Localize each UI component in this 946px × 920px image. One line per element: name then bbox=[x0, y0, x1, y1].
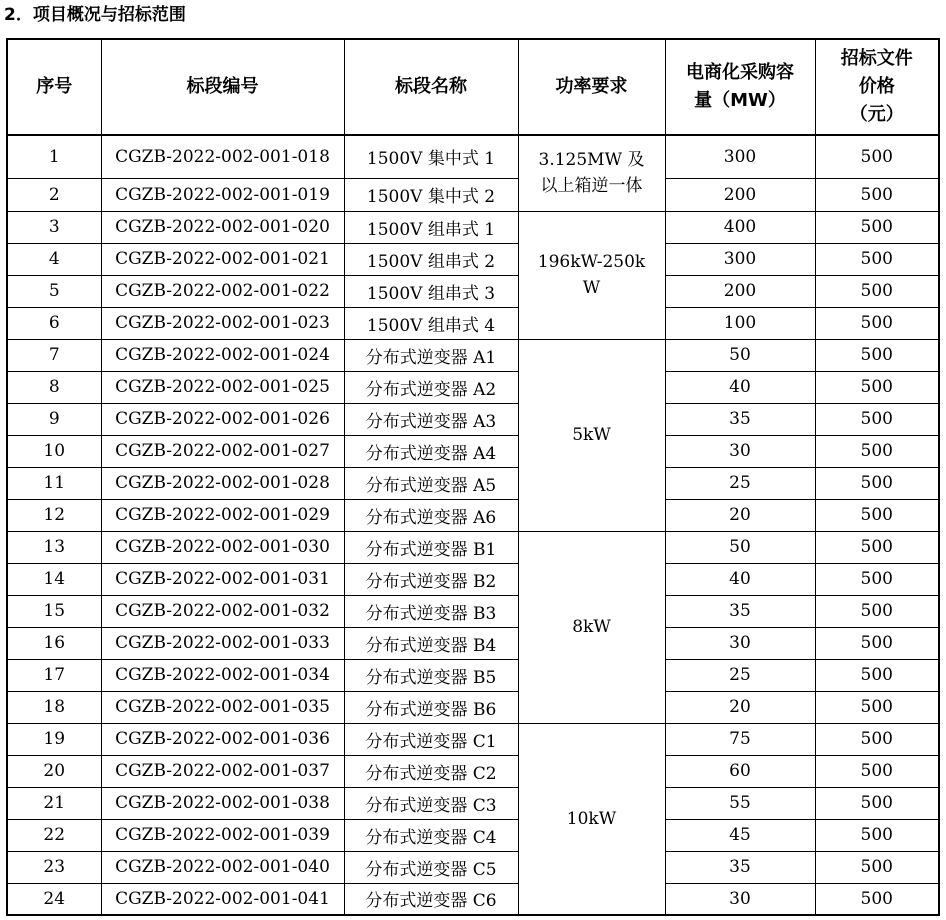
cell-no: 12 bbox=[7, 499, 101, 531]
header-price-text: 招标文件价格（元） bbox=[840, 48, 913, 125]
table-row bbox=[7, 275, 939, 307]
table-row bbox=[7, 467, 939, 499]
cell-power-requirement bbox=[518, 723, 665, 915]
cell-code: CGZB-2022-002-001-029 bbox=[101, 499, 344, 531]
cell-price: 500 bbox=[815, 307, 939, 339]
cell-price: 500 bbox=[815, 135, 939, 178]
cell-name: 分布式逆变器 A6 bbox=[344, 499, 518, 531]
table-row bbox=[7, 178, 939, 211]
cell-capacity: 200 bbox=[665, 178, 815, 211]
cell-code: CGZB-2022-002-001-020 bbox=[101, 211, 344, 243]
cell-no: 7 bbox=[7, 339, 101, 371]
cell-price: 500 bbox=[815, 691, 939, 723]
cell-code: CGZB-2022-002-001-032 bbox=[101, 595, 344, 627]
cell-code: CGZB-2022-002-001-031 bbox=[101, 563, 344, 595]
cell-no: 3 bbox=[7, 211, 101, 243]
table-row bbox=[7, 563, 939, 595]
cell-code: CGZB-2022-002-001-025 bbox=[101, 371, 344, 403]
cell-name: 1500V 组串式 1 bbox=[344, 211, 518, 243]
cell-capacity: 60 bbox=[665, 755, 815, 787]
cell-name: 分布式逆变器 A1 bbox=[344, 339, 518, 371]
header-code: 标段编号 bbox=[101, 39, 344, 135]
cell-code: CGZB-2022-002-001-019 bbox=[101, 178, 344, 211]
cell-price: 500 bbox=[815, 178, 939, 211]
cell-code: CGZB-2022-002-001-038 bbox=[101, 787, 344, 819]
cell-capacity: 35 bbox=[665, 403, 815, 435]
cell-power-requirement bbox=[518, 211, 665, 339]
cell-capacity: 200 bbox=[665, 275, 815, 307]
cell-name: 分布式逆变器 A4 bbox=[344, 435, 518, 467]
cell-name: 分布式逆变器 B6 bbox=[344, 691, 518, 723]
header-name: 标段名称 bbox=[344, 39, 518, 135]
bid-sections-table bbox=[6, 38, 940, 916]
header-capacity-text: 电商化采购容量（MW） bbox=[686, 62, 794, 111]
cell-no: 16 bbox=[7, 627, 101, 659]
cell-name: 分布式逆变器 C5 bbox=[344, 851, 518, 883]
cell-price: 500 bbox=[815, 787, 939, 819]
power-requirement-text: 10kW bbox=[566, 808, 617, 829]
cell-name: 分布式逆变器 A2 bbox=[344, 371, 518, 403]
cell-code: CGZB-2022-002-001-028 bbox=[101, 467, 344, 499]
cell-no: 13 bbox=[7, 531, 101, 563]
table-row bbox=[7, 627, 939, 659]
table-row bbox=[7, 595, 939, 627]
cell-code: CGZB-2022-002-001-035 bbox=[101, 691, 344, 723]
cell-no: 5 bbox=[7, 275, 101, 307]
cell-code: CGZB-2022-002-001-036 bbox=[101, 723, 344, 755]
cell-power-requirement bbox=[518, 531, 665, 723]
cell-price: 500 bbox=[815, 819, 939, 851]
cell-capacity: 300 bbox=[665, 135, 815, 178]
power-requirement-text: 8kW bbox=[572, 617, 611, 637]
cell-no: 4 bbox=[7, 243, 101, 275]
power-requirement-text: 196kW-250kW bbox=[537, 252, 646, 298]
table-body bbox=[7, 135, 939, 915]
power-requirement-text: 5kW bbox=[572, 425, 611, 445]
cell-name: 分布式逆变器 C1 bbox=[344, 723, 518, 755]
cell-code: CGZB-2022-002-001-018 bbox=[101, 135, 344, 178]
cell-name: 1500V 集中式 2 bbox=[344, 178, 518, 211]
cell-price: 500 bbox=[815, 339, 939, 371]
cell-name: 分布式逆变器 B2 bbox=[344, 563, 518, 595]
header-no: 序号 bbox=[7, 39, 101, 135]
cell-no: 8 bbox=[7, 371, 101, 403]
power-requirement-text: 3.125MW 及以上箱逆一体 bbox=[538, 150, 645, 197]
table-row bbox=[7, 435, 939, 467]
cell-capacity: 40 bbox=[665, 371, 815, 403]
cell-no: 18 bbox=[7, 691, 101, 723]
cell-no: 24 bbox=[7, 883, 101, 915]
cell-code: CGZB-2022-002-001-024 bbox=[101, 339, 344, 371]
cell-no: 20 bbox=[7, 755, 101, 787]
cell-capacity: 50 bbox=[665, 339, 815, 371]
cell-price: 500 bbox=[815, 435, 939, 467]
cell-power-requirement bbox=[518, 339, 665, 531]
cell-code: CGZB-2022-002-001-037 bbox=[101, 755, 344, 787]
cell-no: 21 bbox=[7, 787, 101, 819]
cell-code: CGZB-2022-002-001-034 bbox=[101, 659, 344, 691]
cell-price: 500 bbox=[815, 467, 939, 499]
cell-code: CGZB-2022-002-001-022 bbox=[101, 275, 344, 307]
cell-name: 分布式逆变器 A5 bbox=[344, 467, 518, 499]
table-row bbox=[7, 691, 939, 723]
cell-no: 2 bbox=[7, 178, 101, 211]
cell-price: 500 bbox=[815, 723, 939, 755]
cell-code: CGZB-2022-002-001-033 bbox=[101, 627, 344, 659]
cell-capacity: 35 bbox=[665, 595, 815, 627]
cell-no: 22 bbox=[7, 819, 101, 851]
cell-price: 500 bbox=[815, 659, 939, 691]
table-header-row bbox=[7, 39, 939, 135]
cell-name: 分布式逆变器 B5 bbox=[344, 659, 518, 691]
cell-name: 分布式逆变器 C6 bbox=[344, 883, 518, 915]
cell-price: 500 bbox=[815, 595, 939, 627]
cell-capacity: 20 bbox=[665, 691, 815, 723]
cell-capacity: 400 bbox=[665, 211, 815, 243]
cell-code: CGZB-2022-002-001-023 bbox=[101, 307, 344, 339]
cell-no: 10 bbox=[7, 435, 101, 467]
cell-price: 500 bbox=[815, 499, 939, 531]
cell-capacity: 25 bbox=[665, 659, 815, 691]
cell-name: 分布式逆变器 C3 bbox=[344, 787, 518, 819]
cell-no: 11 bbox=[7, 467, 101, 499]
cell-capacity: 75 bbox=[665, 723, 815, 755]
cell-price: 500 bbox=[815, 563, 939, 595]
cell-capacity: 30 bbox=[665, 627, 815, 659]
table-row bbox=[7, 883, 939, 915]
table-row bbox=[7, 339, 939, 371]
cell-name: 分布式逆变器 C2 bbox=[344, 755, 518, 787]
cell-capacity: 25 bbox=[665, 467, 815, 499]
cell-name: 分布式逆变器 B1 bbox=[344, 531, 518, 563]
cell-code: CGZB-2022-002-001-026 bbox=[101, 403, 344, 435]
cell-no: 15 bbox=[7, 595, 101, 627]
table-row bbox=[7, 659, 939, 691]
table-row bbox=[7, 723, 939, 755]
cell-capacity: 45 bbox=[665, 819, 815, 851]
table-row bbox=[7, 403, 939, 435]
cell-price: 500 bbox=[815, 403, 939, 435]
cell-price: 500 bbox=[815, 243, 939, 275]
cell-capacity: 30 bbox=[665, 883, 815, 915]
cell-price: 500 bbox=[815, 627, 939, 659]
cell-name: 分布式逆变器 B3 bbox=[344, 595, 518, 627]
header-power: 功率要求 bbox=[518, 39, 665, 135]
cell-capacity: 35 bbox=[665, 851, 815, 883]
cell-no: 1 bbox=[7, 135, 101, 178]
table-row bbox=[7, 499, 939, 531]
cell-code: CGZB-2022-002-001-030 bbox=[101, 531, 344, 563]
cell-code: CGZB-2022-002-001-040 bbox=[101, 851, 344, 883]
cell-price: 500 bbox=[815, 883, 939, 915]
table-row bbox=[7, 211, 939, 243]
cell-name: 1500V 组串式 4 bbox=[344, 307, 518, 339]
cell-capacity: 100 bbox=[665, 307, 815, 339]
table-row bbox=[7, 787, 939, 819]
section-heading: 2．项目概况与招标范围 bbox=[4, 5, 186, 25]
cell-no: 17 bbox=[7, 659, 101, 691]
cell-code: CGZB-2022-002-001-027 bbox=[101, 435, 344, 467]
cell-capacity: 20 bbox=[665, 499, 815, 531]
cell-price: 500 bbox=[815, 371, 939, 403]
cell-no: 19 bbox=[7, 723, 101, 755]
cell-name: 分布式逆变器 A3 bbox=[344, 403, 518, 435]
cell-capacity: 300 bbox=[665, 243, 815, 275]
cell-price: 500 bbox=[815, 531, 939, 563]
cell-price: 500 bbox=[815, 275, 939, 307]
table-row bbox=[7, 371, 939, 403]
cell-capacity: 50 bbox=[665, 531, 815, 563]
cell-name: 分布式逆变器 B4 bbox=[344, 627, 518, 659]
cell-capacity: 40 bbox=[665, 563, 815, 595]
table-row bbox=[7, 531, 939, 563]
cell-no: 9 bbox=[7, 403, 101, 435]
cell-code: CGZB-2022-002-001-041 bbox=[101, 883, 344, 915]
cell-power-requirement bbox=[518, 135, 665, 211]
cell-no: 23 bbox=[7, 851, 101, 883]
cell-name: 1500V 组串式 2 bbox=[344, 243, 518, 275]
cell-name: 分布式逆变器 C4 bbox=[344, 819, 518, 851]
table-row bbox=[7, 755, 939, 787]
table-row bbox=[7, 307, 939, 339]
cell-price: 500 bbox=[815, 755, 939, 787]
cell-price: 500 bbox=[815, 851, 939, 883]
table-row bbox=[7, 135, 939, 178]
table-row bbox=[7, 819, 939, 851]
cell-no: 14 bbox=[7, 563, 101, 595]
cell-price: 500 bbox=[815, 211, 939, 243]
cell-name: 1500V 集中式 1 bbox=[344, 135, 518, 178]
cell-code: CGZB-2022-002-001-039 bbox=[101, 819, 344, 851]
table-row bbox=[7, 243, 939, 275]
header-capacity bbox=[665, 39, 815, 135]
cell-capacity: 30 bbox=[665, 435, 815, 467]
cell-code: CGZB-2022-002-001-021 bbox=[101, 243, 344, 275]
header-price bbox=[815, 39, 939, 135]
cell-no: 6 bbox=[7, 307, 101, 339]
cell-capacity: 55 bbox=[665, 787, 815, 819]
table-row bbox=[7, 851, 939, 883]
cell-name: 1500V 组串式 3 bbox=[344, 275, 518, 307]
